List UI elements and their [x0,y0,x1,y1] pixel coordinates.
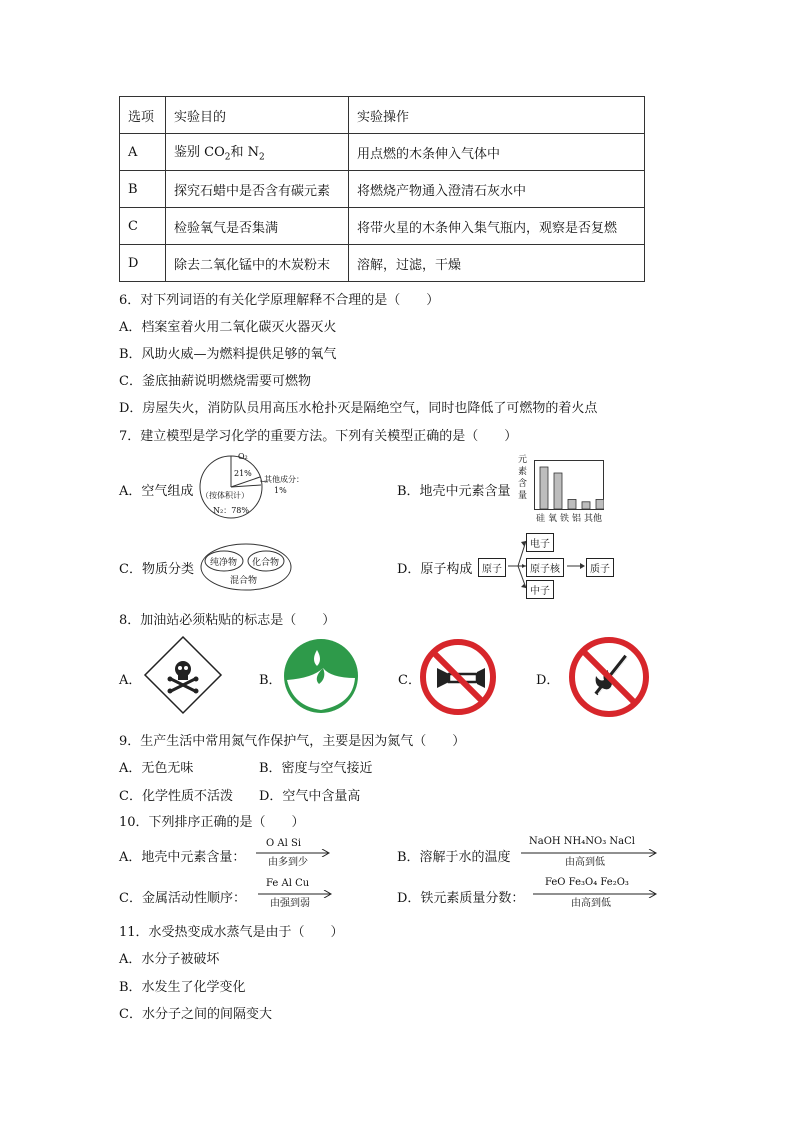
row-operation: 将燃烧产物通入澄清石灰水中 [349,171,645,208]
bar-category-label: 铝 [572,514,582,524]
experiment-table [119,96,645,282]
q7-option-d: D．原子构成 [397,562,473,577]
q9-option-a: A．无色无味 [119,761,194,776]
header-operation: 实验操作 [349,97,645,134]
bar-ylabel-2: 素 [518,467,528,477]
table-row [120,171,645,208]
table-header-row [120,97,645,134]
no-fire-sign-icon [568,636,650,718]
q10-a-arrow [256,838,336,868]
q10-a-bottom: 由多到少 [268,857,308,868]
row-option: B [120,171,166,208]
pie-other-pct: 1% [274,486,287,495]
pie-o2-label: O₂ [238,452,248,461]
q9-option-b: B．密度与空气接近 [259,761,373,776]
q10-option-d: D．铁元素质量分数： [397,891,525,906]
row-option: D [120,245,166,282]
bar-4 [596,499,604,509]
row-goal: 除去二氧化锰中的木炭粉末 [166,245,349,282]
q10-d-arrow [533,877,661,907]
q9-stem: 9．生产生活中常用氮气作保护气，主要是因为氮气（ ） [119,734,466,749]
q7-option-a: A．空气组成 [119,484,194,499]
bar-ylabel-1: 元 [518,455,528,465]
electron-box: 电子 [526,533,554,552]
pie-other-label: 其他成分： [264,475,304,484]
bar-ylabel-4: 量 [518,491,528,501]
table-row [120,134,645,171]
row-operation: 将带火星的木条伸入集气瓶内，观察是否复燃 [349,208,645,245]
pie-n2-label: N₂：78% [213,506,249,515]
bar-0 [540,467,548,509]
q10-c-bottom: 由强到弱 [270,898,310,909]
q8-option-c: C． [398,673,421,688]
header-option: 选项 [120,97,166,134]
q6-option-d: D．房屋失火，消防队员用高压水枪扑灭是隔绝空气，同时也降低了可燃物的着火点 [119,401,598,416]
q8-option-d: D． [536,673,560,688]
q10-stem: 10．下列排序正确的是（ ） [119,815,305,830]
q10-c-top: Fe Al Cu [266,878,310,889]
bar-ylabel-3: 含 [518,479,528,489]
row-operation: 用点燃的木条伸入气体中 [349,134,645,171]
q6-option-c: C．釜底抽薪说明燃烧需要可燃物 [119,374,311,389]
q10-option-b: B．溶解于水的温度 [397,850,511,865]
table-row [120,245,645,282]
atom-structure-diagram [478,533,618,597]
q6-option-b: B．风助火威—为燃料提供足够的氧气 [119,347,337,362]
bar-category-label: 硅 [536,514,546,524]
row-option: C [120,208,166,245]
q10-option-a: A．地壳中元素含量： [119,850,246,865]
q7-stem: 7．建立模型是学习化学的重要方法。下列有关模型正确的是（ ） [119,429,518,444]
table-row [120,208,645,245]
water-saving-sign-icon [283,638,359,714]
row-option: A [120,134,166,171]
toxic-sign-icon [143,635,223,715]
air-pie-diagram [198,452,308,522]
cls-mixture: 混合物 [230,576,258,586]
q6-option-a: A．档案室着火用二氧化碳灭火器灭火 [119,320,337,335]
bar-1 [554,473,562,509]
q11-option-c: C．水分子之间的间隔变大 [119,1007,272,1022]
proton-box: 质子 [586,558,614,577]
q10-option-c: C．金属活动性顺序： [119,891,246,906]
crust-bar-chart [518,454,610,524]
q7-option-b: B．地壳中元素含量 [397,484,511,499]
q10-d-bottom: 由高到低 [571,898,611,909]
q6-stem: 6．对下列词语的有关化学原理解释不合理的是（ ） [119,293,440,308]
q11-option-b: B．水发生了化学变化 [119,980,246,995]
row-goal: 检验氧气是否集满 [166,208,349,245]
q10-d-top: FeO Fe₃O₄ Fe₂O₃ [545,877,629,888]
q10-b-bottom: 由高到低 [565,857,605,868]
q10-a-top: O Al Si [266,838,302,849]
q10-b-top: NaOH NH₄NO₃ NaCl [529,836,635,847]
bar-2 [568,499,576,509]
neutron-box: 中子 [526,580,554,599]
q10-b-arrow [521,836,661,868]
nucleus-box: 原子核 [526,558,564,577]
pie-o2-pct: 21% [234,469,252,478]
q11-stem: 11．水受热变成水蒸气是由于（ ） [119,925,344,940]
row-operation: 溶解，过滤，干燥 [349,245,645,282]
bar-3 [582,502,590,509]
header-goal: 实验目的 [166,97,349,134]
row-goal: 鉴别 $CO_2$和 $N_2$ [166,134,349,171]
classification-diagram [200,543,292,591]
q11-option-a: A．水分子被破坏 [119,952,220,967]
bar-category-label: 铁 [560,514,570,524]
q9-option-c: C．化学性质不活泼 [119,789,233,804]
q7-option-c: C．物质分类 [119,562,194,577]
q9-option-d: D．空气中含量高 [259,789,361,804]
no-horn-sign-icon [419,638,497,716]
cls-compound: 化合物 [252,558,280,568]
bar-category-label: 氧 [548,514,558,524]
atom-box: 原子 [478,558,506,577]
row-goal: 探究石蜡中是否含有碳元素 [166,171,349,208]
q10-c-arrow [258,878,338,909]
q8-option-b: B． [259,673,282,688]
q8-stem: 8．加油站必须粘贴的标志是（ ） [119,613,336,628]
q8-option-a: A． [119,673,142,688]
cls-pure: 纯净物 [210,558,238,568]
pie-note: （按体积计） [201,491,249,500]
bar-category-label: 其他 [584,514,603,524]
